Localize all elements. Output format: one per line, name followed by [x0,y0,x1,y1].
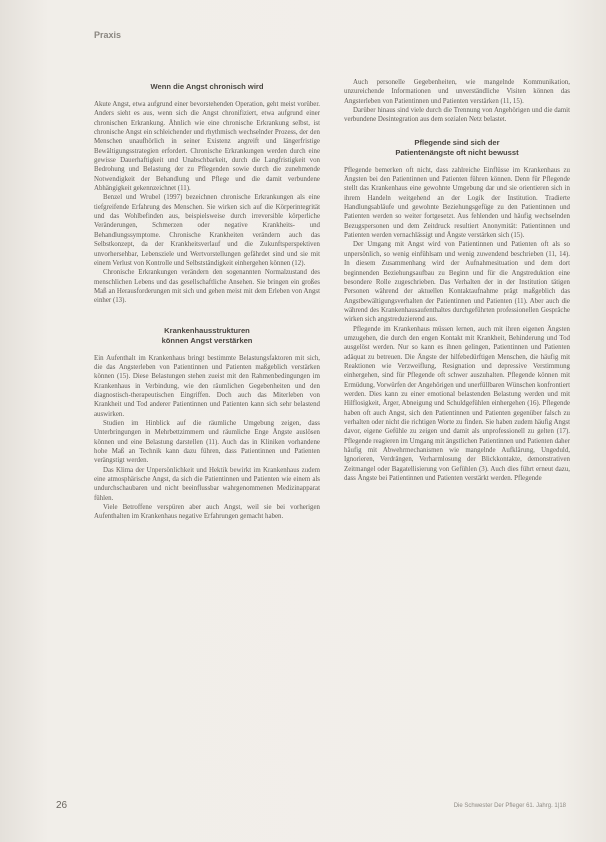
heading-nurses-unaware [344,138,570,158]
paragraph: Pflegende bemerken oft nicht, dass zahlreiche Einflüsse im Krankenhaus zu Ängsten bei den Patientinnen und Patienten führen können. Denn für Pflegende stellt das Krankenhaus eine gewohnte Umgebung dar und sie orientieren sich in ihrem Handeln weitgehend an der Logik der Institution. Tradierte Handlungsabläufe und gewohnte Beziehungsgefüge zu den Patientinnen und Patienten werden so weiter fortgesetzt. Aus fehlenden und häufig wechselnden Bezugspersonen und dem Zeitdruck resultiert Anonymität: Patientinnen und Patienten werden vernachlässigt und Ängste verstärken sich (15). [344,166,570,240]
journal-source: Die Schwester Der Pfleger 61. Jahrg. 1|18 [453,803,566,809]
heading-chronic-angst: Wenn die Angst chronisch wird [150,82,264,91]
paragraph: Das Klima der Unpersönlichkeit und Hektik bewirkt im Krankenhaus zudem eine atmosphärische Angst, da sich die Patientinnen und Patienten wie einem als undurchschaubaren und nicht beeinflussbar wahrgenommenen Medizinapparat fühlen. [94,466,320,502]
paragraph: Benzel und Wrubel (1997) bezeichnen chronische Erkrankungen als eine tiefgreifende Erfahrung des Menschen. Sie wirken sich auf die Körperintegrität und das Wohlbefinden aus, beispielsweise durch irreversible körperliche Veränderungen, Schmerzen oder negative Krankheits- und Behandlungssymptome. Chronische Krankheiten verändern auch das Selbstkonzept, da der Krankheitsverlauf und die Zukunftsperspektiven unvorhersehbar, Lebensziele und Wertvorstellungen gefährdet sind und sie mit einem Verlust von Kontrolle und Selbstständigkeit einhergehen können (12). [94,194,320,267]
paragraph: Ein Aufenthalt im Krankenhaus bringt bestimmte Belastungsfaktoren mit sich, die das Angsterleben von Patientinnen und Patienten maßgeblich verstärken können (15). Diese Belastungen stehen zueist mit den Rahmenbedingungen im Krankenhaus in Verbindung, wie den räumlichen Gegebenheiten und den diagnostisch-therapeutischen Eingriffen. Doch auch das Miterleben von Krankheit und Tod anderer Patientinnen und Patienten kann sich sehr belastend auswirken. [94,354,320,418]
paragraph: Darüber hinaus sind viele durch die Trennung von Angehörigen und die damit verbundene Desintegration aus dem sozialen Netz belastet. [344,107,570,124]
paragraph: Chronische Erkrankungen verändern den sogenannten Normalzustand des menschlichen Lebens und das gesellschaftliche Ansehen. Sie bringen ein großes Maß an Herausforderungen mit sich und gehen meist mit dem Erleben von Angst einher (13). [94,269,320,305]
heading-line: können Angst verstärken [161,335,253,345]
paragraph: Auch personelle Gegebenheiten, wie mangelnde Kommunikation, unzureichende Informationen und unverständliche Visiten können das Angsterleben von Patientinnen und Patienten verstärken (11, 15). [344,79,570,105]
section-label: Praxis [94,30,122,40]
left-column [94,78,320,522]
heading-hospital-structures [94,326,320,346]
heading-line: Patientenängste oft nicht bewusst [395,147,519,157]
paragraph: Pflegende im Krankenhaus müssen lernen, auch mit ihren eigenen Ängsten umzugehen, die durch den engen Kontakt mit Krankheit, Behinderung und Tod ausgelöst werden. Nur so kann es ihnen gelingen, Patientinnen und Patienten adäquat zu betreuen. Die Ängste der hilfebedürftigen Menschen, die häufig mit Reaktionen wie Verzweiflung, Resignation und depressive Verstimmung einhergehen, sind für Pflegende oft schwer auszuhalten. Pflegende können mit Ermüdung, Vorwürfen der Angehörigen und unerfüllbaren Wünschen konfrontiert werden. Dies kann zu einer emotional belastenden Belastung werden und mit Hilflosigkeit, Ärger, Abneigung und Schuldgefühlen einhergehen (16). Pflegende haben oft auch Angst, sich den Patientinnen und Patienten gegenüber falsch zu verhalten oder nicht die richtigen Worte zu finden. Sie haben zudem häufig Angst davor, eigene Gefühle zu zeigen und damit als unprofessionell zu gelten (17). Pflegende reagieren im Umgang mit ängstlichen Patientinnen und Patienten daher häufig mit Abwehrmechanismen wie mangelnde Aufklärung, Ungeduld, Ignorieren, Verdrängen, Verharmlosung der Blickkontakte, demonstrativen Zeitmangel oder Bagatellisierung von Gefühlen (3). Auch dies führt erneut dazu, dass Ängste bei Patientinnen und Patienten verstärkt werden. Pflegende [344,325,570,483]
paragraph: Der Umgang mit Angst wird von Patientinnen und Patienten oft als so unpersönlich, so wenig einfühlsam und wenig zuwendend beschrieben (11, 14). In diesem Zusammenhang wird der Aufnahmesituation und dem dort beginnenden Beziehungsaufbau zu Beginn und für die Angstreduktion eine besondere Rolle zugeschrieben. Das Verhalten der in der Institution tätigen Personen während der aktuellen Kontaktaufnahme prägt maßgeblich das Angstbewältigungsverhalten der Patientinnen und Patienten (11). Aber auch die während des Krankenhausaufenthaltes durchgeführten professionellen Gespräche wirken sich angstreduzierend aus. [344,241,570,324]
right-column [344,78,570,483]
paragraph: Studien im Hinblick auf die räumliche Umgebung zeigen, dass Unterbringungen in Mehrbettzimmern und räumliche Enge Ängste auslösen können und eine Belastung darstellen (11). Auch das in Kliniken vorhandene hohe Maß an Technik kann dazu führen, dass Patientinnen und Patienten verängstigt werden. [94,419,320,465]
paragraph: Akute Angst, etwa aufgrund einer bevorstehenden Operation, geht meist vorüber. Anders sieht es aus, wenn sich die Angst chronifiziert, etwa aufgrund einer chronischen Erkrankung. Ähnlich wie eine chronische Erkrankung selbst, ist chronische Angst ein schleichender und rhythmisch wechselnder Prozess, der den Menschen unaufhörlich in seiner Existenz angreift und längerfristige Bewältigungsstrategien erfordert. Chronische Erkrankungen werden durch eine gewisse Dauerhaftigkeit und Unabschbarkeit, durch die Langfristigkeit von Bedrohung und Belastung der zu Pflegenden sowie durch die zunehmende Notwendigkeit der Behandlung und Pflege und die damit verbundene Abhängigkeit gekennzeichnet (11). [94,101,320,193]
heading-line: Krankenhausstrukturen [164,325,250,335]
page-number: 26 [56,800,68,811]
paragraph: Viele Betroffene verspüren aber auch Angst, weil sie bei vorherigen Aufenthalten im Krankenhaus negative Erfahrungen gemacht haben. [94,504,320,521]
heading-line: Pflegende sind sich der [414,137,500,147]
